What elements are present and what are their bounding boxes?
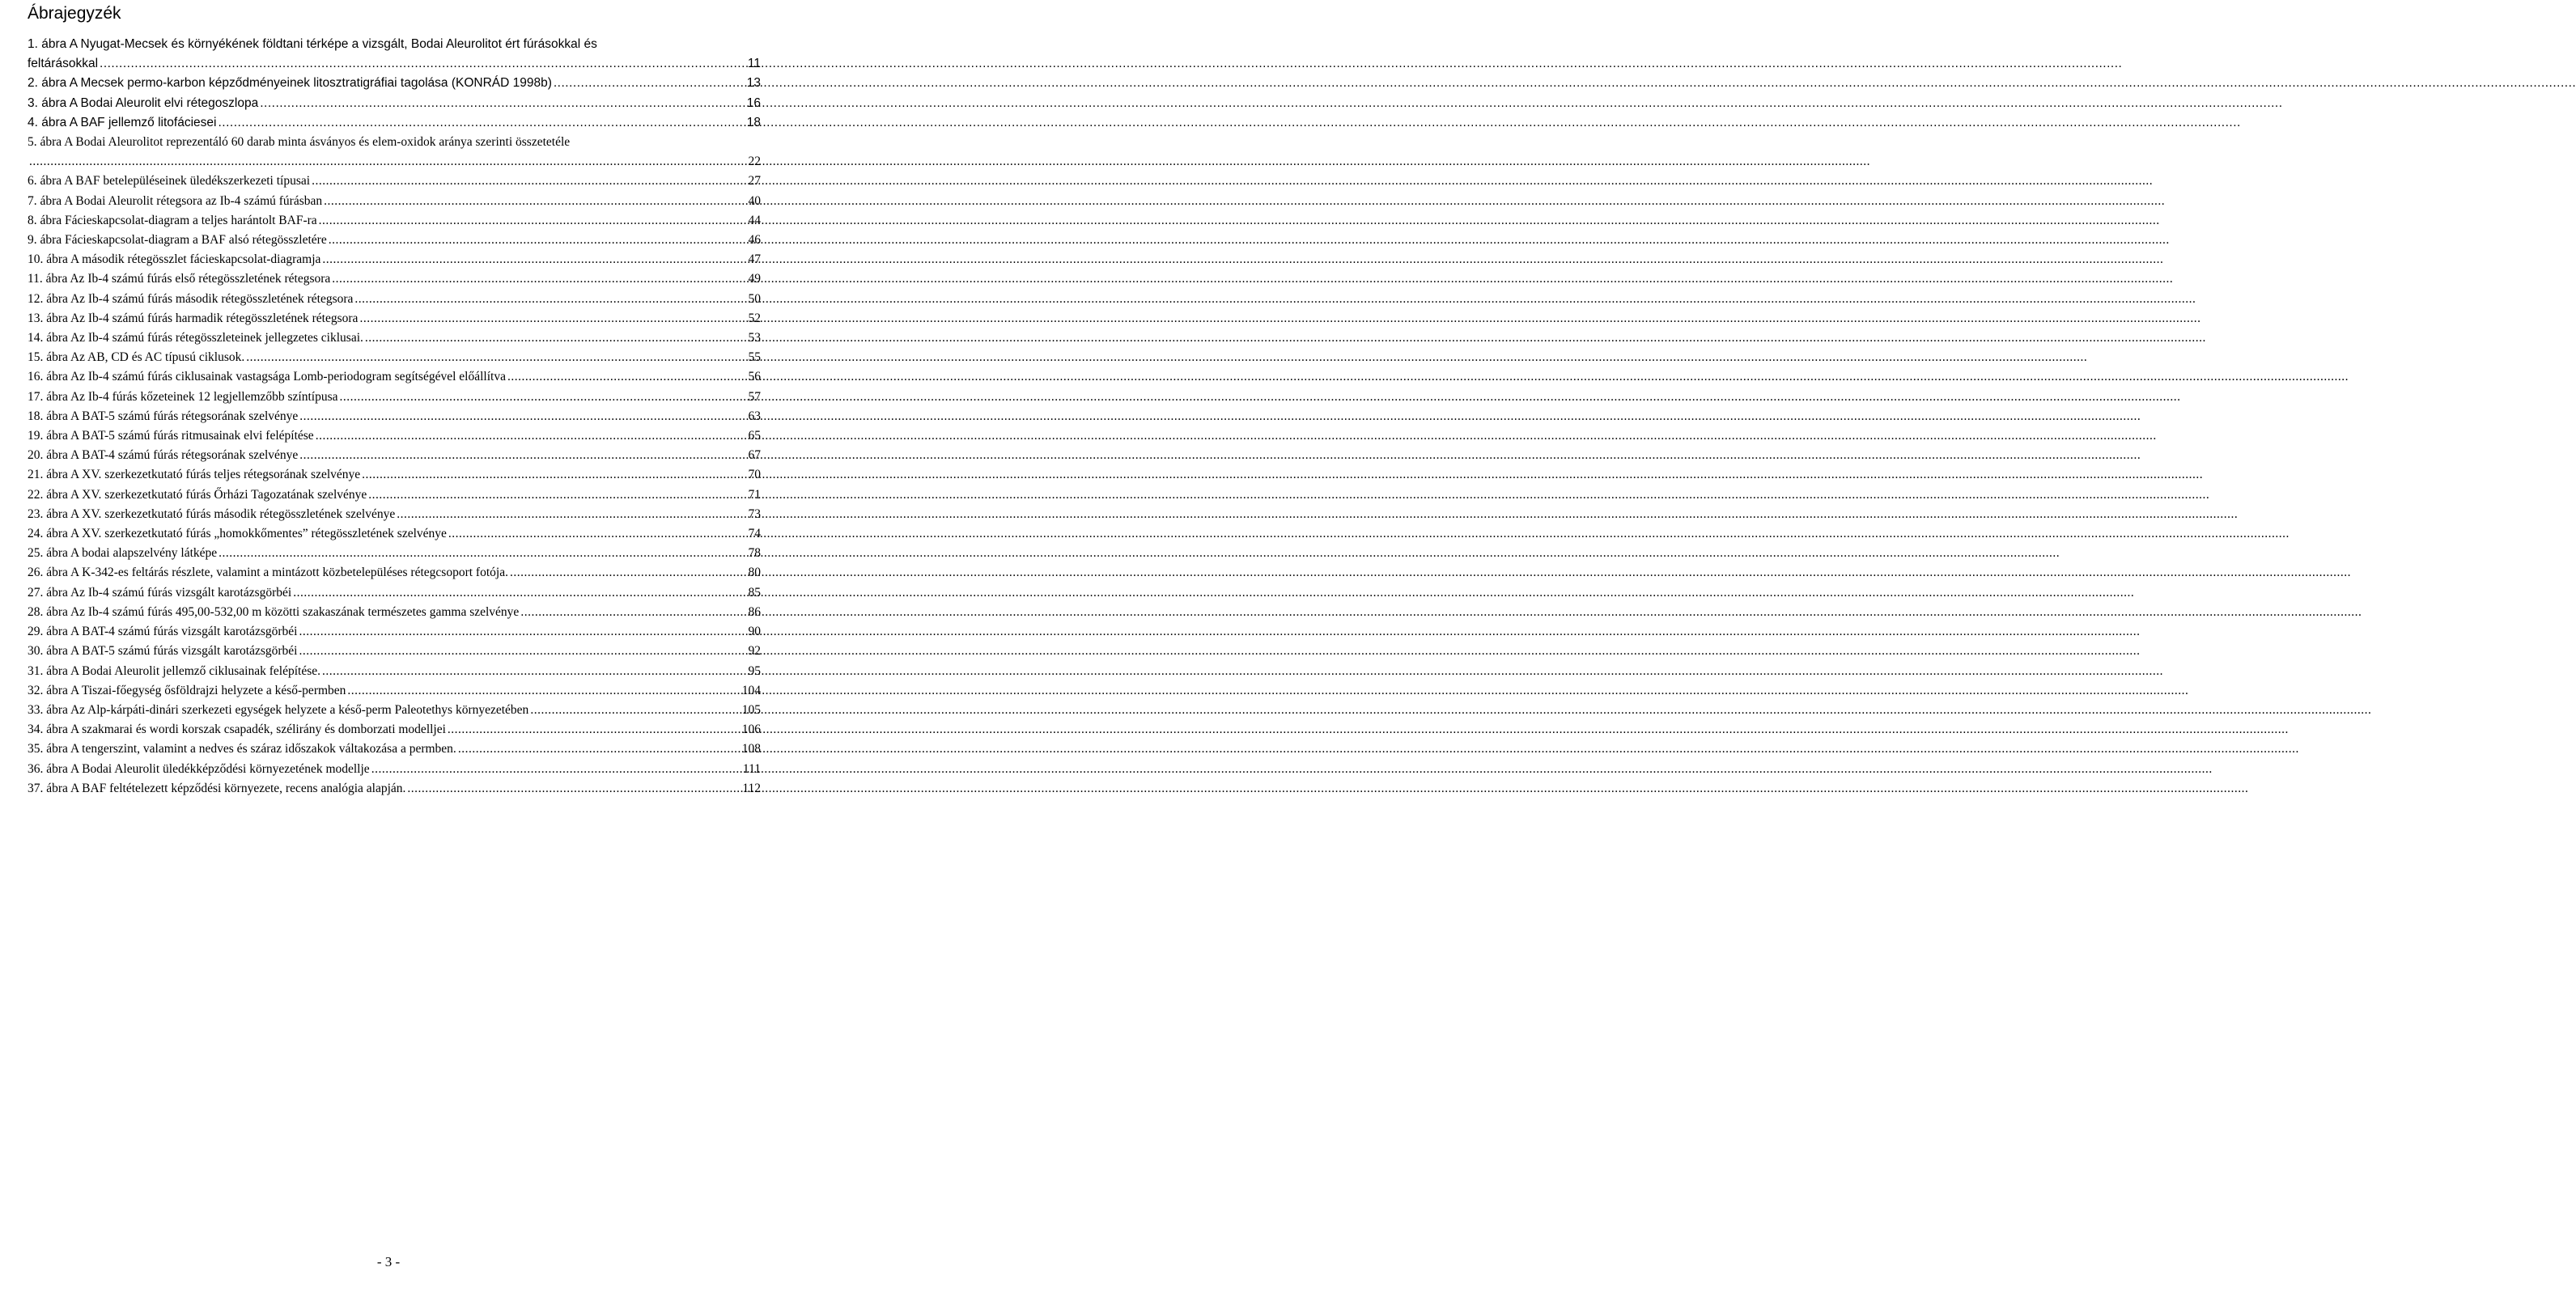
figure-entry-page: 71 bbox=[748, 487, 761, 502]
figure-entry-page: 11 bbox=[747, 57, 761, 71]
figure-entry-title: 3. ábra A Bodai Aleurolit elvi rétegoszlopa bbox=[28, 95, 259, 110]
document-page bbox=[0, 0, 777, 1301]
figure-entry[interactable] bbox=[28, 211, 761, 231]
figure-entry[interactable] bbox=[28, 133, 761, 152]
figure-entry-page: 18 bbox=[746, 115, 761, 129]
figure-entry-page: 95 bbox=[748, 663, 761, 678]
dot-leader bbox=[407, 779, 741, 799]
figure-entry[interactable] bbox=[28, 367, 761, 387]
figure-entry-page: 47 bbox=[748, 252, 761, 267]
dot-leader bbox=[316, 426, 747, 446]
figure-entry-page: 85 bbox=[748, 585, 761, 600]
figure-entry[interactable] bbox=[28, 701, 761, 720]
figure-entry-page: 90 bbox=[748, 625, 761, 639]
dot-leader bbox=[312, 172, 746, 191]
figure-entry[interactable] bbox=[28, 760, 761, 779]
figure-entry-title: 7. ábra A Bodai Aleurolit rétegsora az Ib-4 számú fúrásban bbox=[28, 193, 323, 208]
figure-entry-page: 104 bbox=[741, 683, 761, 697]
figure-entry-page: 106 bbox=[741, 723, 761, 737]
dot-leader bbox=[340, 388, 747, 407]
figure-entry[interactable] bbox=[28, 35, 761, 54]
figure-entry-title: 17. ábra Az Ib-4 fúrás kőzeteinek 12 legjellemzőbb színtípusa bbox=[28, 389, 338, 404]
figure-entry-page: 52 bbox=[748, 311, 761, 325]
dot-leader bbox=[354, 290, 746, 309]
figure-entry[interactable] bbox=[28, 544, 761, 563]
figure-entry-page: 50 bbox=[748, 291, 761, 306]
figure-entry-page: 80 bbox=[748, 566, 761, 580]
figure-entry-page: 92 bbox=[748, 644, 761, 659]
dot-leader bbox=[448, 720, 741, 739]
figure-entry-title: 31. ábra A Bodai Aleurolit jellemző ciklusainak felépítése. bbox=[28, 663, 320, 678]
figure-entry-page: 40 bbox=[748, 193, 761, 208]
figure-entry-title: 2. ábra A Mecsek permo-karbon képződményeinek litosztratigráfiai tagolása (KONRÁD 1998b) bbox=[28, 76, 552, 91]
figure-entry[interactable] bbox=[28, 583, 761, 603]
dot-leader bbox=[332, 269, 746, 289]
figure-entry-title: 5. ábra A Bodai Aleurolitot reprezentáló 60 darab minta ásványos és elem-oxidok aránya szerinti összetetéle bbox=[28, 135, 571, 150]
dot-leader bbox=[322, 250, 746, 269]
figure-entry-page: 27 bbox=[748, 174, 761, 189]
figure-entry[interactable] bbox=[28, 426, 761, 446]
figure-entry[interactable] bbox=[28, 172, 761, 191]
dot-leader bbox=[299, 642, 746, 661]
figure-entry[interactable] bbox=[28, 388, 761, 407]
figure-entry[interactable] bbox=[28, 328, 761, 348]
dot-leader bbox=[218, 113, 745, 133]
dot-leader bbox=[322, 662, 747, 681]
dot-leader bbox=[397, 505, 746, 524]
figure-entry[interactable] bbox=[28, 309, 761, 328]
dot-leader bbox=[299, 622, 746, 642]
figure-entry-title: 10. ábra A második rétegösszlet fácieskapcsolat-diagramja bbox=[28, 252, 321, 267]
figure-entry-continuation[interactable] bbox=[28, 54, 761, 74]
figure-entry-title: 23. ábra A XV. szerkezetkutató fúrás második rétegösszletének szelvénye bbox=[28, 506, 396, 521]
figure-entry[interactable] bbox=[28, 269, 761, 289]
figure-entry-page: 70 bbox=[748, 468, 761, 482]
figure-entry[interactable] bbox=[28, 231, 761, 250]
dot-leader bbox=[371, 760, 741, 779]
figure-entry-page: 108 bbox=[741, 742, 761, 756]
figure-entry-page: 44 bbox=[748, 213, 761, 227]
figure-entry-title: 37. ábra A BAF feltételezett képződési környezete, recens analógia alapján. bbox=[28, 781, 406, 795]
figure-entry[interactable] bbox=[28, 681, 761, 701]
figure-entry[interactable] bbox=[28, 739, 761, 759]
figure-entry[interactable] bbox=[28, 290, 761, 309]
figure-entry[interactable] bbox=[28, 563, 761, 583]
figure-entry[interactable] bbox=[28, 250, 761, 269]
dot-leader bbox=[507, 367, 747, 387]
figure-list bbox=[28, 35, 761, 799]
figure-entry[interactable] bbox=[28, 74, 761, 93]
dot-leader bbox=[365, 328, 747, 348]
dot-leader bbox=[299, 446, 746, 465]
figure-entry-page: 16 bbox=[746, 95, 761, 110]
figure-entry-page: 86 bbox=[748, 604, 761, 619]
figure-entry-page: 73 bbox=[748, 506, 761, 521]
figure-entry-title: 4. ábra A BAF jellemző litofáciesei bbox=[28, 115, 217, 129]
figure-entry-title-continued: feltárásokkal bbox=[28, 57, 99, 71]
figure-entry-page: 55 bbox=[748, 350, 761, 365]
dot-leader bbox=[219, 544, 746, 563]
figure-entry[interactable] bbox=[28, 779, 761, 799]
dot-leader bbox=[554, 74, 745, 93]
figure-entry-title: 19. ábra A BAT-5 számú fúrás ritmusainak elvi felépítése bbox=[28, 429, 314, 443]
figure-entry-title: 24. ábra A XV. szerkezetkutató fúrás „homokkőmentes” rétegösszletének szelvénye bbox=[28, 527, 447, 541]
figure-entry-title: 34. ábra A szakmarai és wordi korszak csapadék, szélirány és domborzati modelljei bbox=[28, 723, 446, 737]
figure-entry-page: 49 bbox=[748, 272, 761, 286]
dot-leader bbox=[510, 563, 747, 583]
figure-entry-title: 13. ábra Az Ib-4 számú fúrás harmadik rétegösszletének rétegsora bbox=[28, 311, 359, 325]
dot-leader bbox=[347, 681, 740, 701]
dot-leader bbox=[448, 524, 747, 544]
figure-entry-title: 18. ábra A BAT-5 számú fúrás rétegsorának szelvénye bbox=[28, 409, 299, 423]
figure-entry[interactable] bbox=[28, 465, 761, 485]
figure-entry-title: 25. ábra A bodai alapszelvény látképe bbox=[28, 546, 218, 561]
dot-leader bbox=[329, 231, 747, 250]
page-title: Ábrajegyzék bbox=[28, 4, 121, 23]
figure-entry-title: 29. ábra A BAT-4 számú fúrás vizsgált karotázsgörbéi bbox=[28, 625, 298, 639]
figure-entry-page: 105 bbox=[741, 702, 761, 717]
dot-leader bbox=[246, 348, 746, 367]
figure-entry-title: 32. ábra A Tiszai-főegység ősföldrajzi helyzete a késő-permben bbox=[28, 683, 346, 697]
page-number: - 3 - bbox=[376, 1254, 401, 1269]
figure-entry[interactable] bbox=[28, 113, 761, 133]
figure-entry-title: 30. ábra A BAT-5 számú fúrás vizsgált karotázsgörbéi bbox=[28, 644, 298, 659]
figure-entry[interactable] bbox=[28, 622, 761, 642]
figure-entry-title: 35. ábra A tengerszint, valamint a nedves és száraz időszakok váltakozása a permben. bbox=[28, 742, 456, 756]
figure-entry-page: 67 bbox=[748, 448, 761, 463]
figure-entry-title: 1. ábra A Nyugat-Mecsek és környékének földtani térképe a vizsgált, Bodai Aleurolitot ért fúrásokkal és bbox=[28, 37, 597, 51]
figure-entry-title: 14. ábra Az Ib-4 számú fúrás rétegösszleteinek jellegzetes ciklusai. bbox=[28, 331, 363, 345]
dot-leader bbox=[362, 465, 746, 485]
figure-entry[interactable] bbox=[28, 524, 761, 544]
figure-entry-title: 12. ábra Az Ib-4 számú fúrás második rétegösszletének rétegsora bbox=[28, 291, 354, 306]
figure-entry-title: 28. ábra Az Ib-4 számú fúrás 495,00-532,00 m közötti szakaszának természetes gamma szelvénye bbox=[28, 604, 520, 619]
dot-leader bbox=[29, 152, 747, 172]
figure-entry[interactable] bbox=[28, 446, 761, 465]
figure-entry[interactable] bbox=[28, 505, 761, 524]
figure-entry[interactable] bbox=[28, 485, 761, 505]
dot-leader bbox=[359, 309, 746, 328]
dot-leader bbox=[100, 54, 746, 74]
figure-entry-title: 11. ábra Az Ib-4 számú fúrás első rétegösszletének rétegsora bbox=[28, 272, 331, 286]
figure-entry-title: 16. ábra Az Ib-4 számú fúrás ciklusainak vastagsága Lomb-periodogram segítségével előállítva bbox=[28, 370, 506, 384]
figure-entry-title: 9. ábra Fácieskapcsolat-diagram a BAF alsó rétegösszletére bbox=[28, 233, 327, 248]
figure-entry-title: 21. ábra A XV. szerkezetkutató fúrás teljes rétegsorának szelvénye bbox=[28, 468, 361, 482]
figure-entry-title: 8. ábra Fácieskapcsolat-diagram a teljes harántolt BAF-ra bbox=[28, 213, 317, 227]
figure-entry-title: 26. ábra A K-342-es feltárás részlete, valamint a mintázott közbetelepüléses rétegcsoport fotója. bbox=[28, 566, 508, 580]
figure-entry[interactable] bbox=[28, 94, 761, 113]
figure-entry[interactable] bbox=[28, 192, 761, 211]
figure-entry-title: 33. ábra Az Alp-kárpáti-dinári szerkezeti egységek helyzete a késő-perm Paleotethys környezetében bbox=[28, 702, 529, 717]
figure-entry-page: 111 bbox=[742, 761, 761, 776]
figure-entry-title: 15. ábra Az AB, CD és AC típusú ciklusok. bbox=[28, 350, 245, 365]
dot-leader bbox=[299, 407, 746, 426]
figure-entry[interactable] bbox=[28, 642, 761, 661]
figure-entry-title: 36. ábra A Bodai Aleurolit üledékképződési környezetének modellje bbox=[28, 761, 370, 776]
dot-leader bbox=[293, 583, 746, 603]
figure-entry-page: 78 bbox=[748, 546, 761, 561]
dot-leader bbox=[260, 94, 745, 113]
dot-leader bbox=[530, 701, 740, 720]
figure-entry-page: 74 bbox=[748, 527, 761, 541]
figure-entry[interactable] bbox=[28, 662, 761, 681]
dot-leader bbox=[368, 485, 746, 505]
figure-entry-title: 22. ábra A XV. szerkezetkutató fúrás Őrházi Tagozatának szelvénye bbox=[28, 487, 367, 502]
figure-entry-title: 27. ábra Az Ib-4 számú fúrás vizsgált karotázsgörbéi bbox=[28, 585, 292, 600]
figure-entry-page: 57 bbox=[748, 389, 761, 404]
dot-leader bbox=[458, 739, 741, 759]
figure-entry-page: 63 bbox=[748, 409, 761, 423]
figure-entry-continuation[interactable] bbox=[28, 152, 761, 172]
figure-entry-title: 20. ábra A BAT-4 számú fúrás rétegsorának szelvénye bbox=[28, 448, 299, 463]
figure-entry-page: 13 bbox=[746, 76, 761, 91]
figure-entry-page: 65 bbox=[748, 429, 761, 443]
dot-leader bbox=[319, 211, 747, 231]
figure-entry[interactable] bbox=[28, 407, 761, 426]
figure-entry-page: 22 bbox=[748, 155, 761, 169]
dot-leader bbox=[324, 192, 746, 211]
figure-entry-title: 6. ábra A BAF betelepüléseinek üledékszerkezeti típusai bbox=[28, 174, 311, 189]
figure-entry-page: 53 bbox=[748, 331, 761, 345]
figure-entry[interactable] bbox=[28, 720, 761, 739]
figure-entry-page: 112 bbox=[742, 781, 761, 795]
figure-entry-page: 46 bbox=[748, 233, 761, 248]
dot-leader bbox=[520, 603, 746, 622]
figure-entry-page: 56 bbox=[748, 370, 761, 384]
figure-entry[interactable] bbox=[28, 603, 761, 622]
figure-entry[interactable] bbox=[28, 348, 761, 367]
